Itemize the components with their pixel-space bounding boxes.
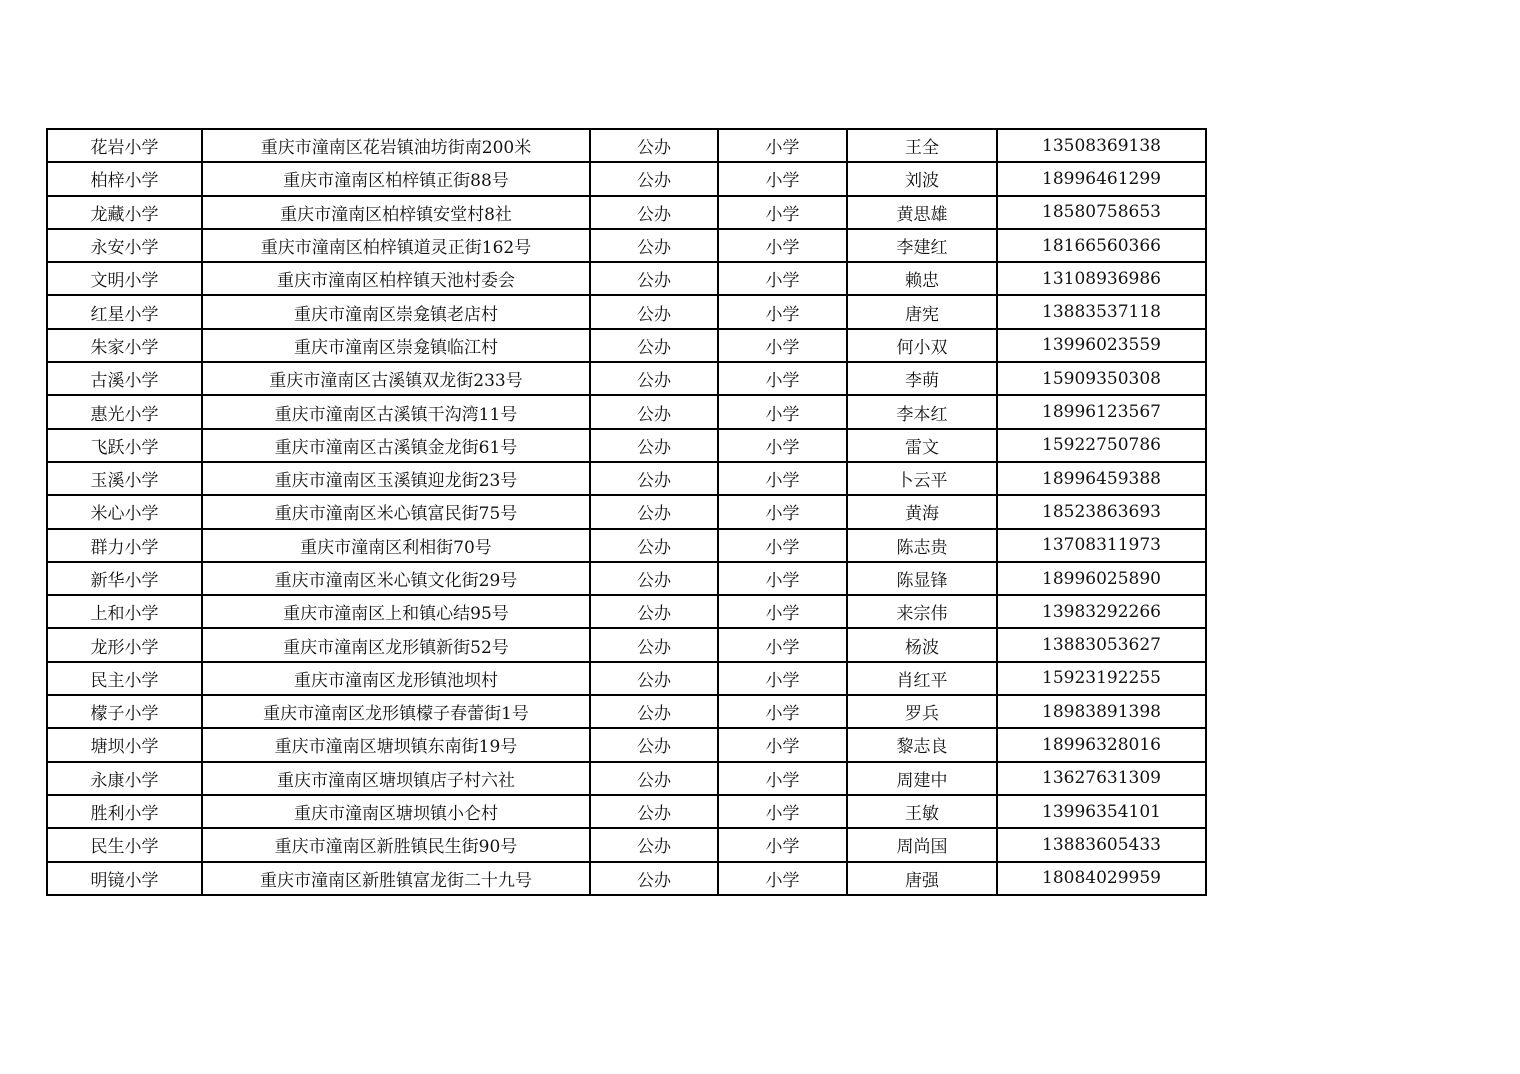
address-cell: 重庆市潼南区柏梓镇天池村委会 bbox=[202, 262, 590, 295]
school-name-cell: 飞跃小学 bbox=[47, 429, 202, 462]
ownership-cell: 公办 bbox=[590, 295, 718, 328]
phone-cell: 13708311973 bbox=[997, 529, 1206, 562]
contact-cell: 雷文 bbox=[847, 429, 997, 462]
school-name-cell: 上和小学 bbox=[47, 595, 202, 628]
school-name-cell: 胜利小学 bbox=[47, 795, 202, 828]
phone-cell: 13983292266 bbox=[997, 595, 1206, 628]
address-cell: 重庆市潼南区新胜镇富龙街二十九号 bbox=[202, 862, 590, 895]
school-name-cell: 惠光小学 bbox=[47, 395, 202, 428]
address-cell: 重庆市潼南区利相街70号 bbox=[202, 529, 590, 562]
school-name-cell: 永康小学 bbox=[47, 762, 202, 795]
address-cell: 重庆市潼南区米心镇文化街29号 bbox=[202, 562, 590, 595]
table-row bbox=[47, 395, 1206, 428]
contact-cell: 李建红 bbox=[847, 229, 997, 262]
school-name-cell: 民生小学 bbox=[47, 828, 202, 861]
phone-cell: 13883605433 bbox=[997, 828, 1206, 861]
table-row bbox=[47, 628, 1206, 661]
table-row bbox=[47, 162, 1206, 195]
contact-cell: 周尚国 bbox=[847, 828, 997, 861]
phone-cell: 18996459388 bbox=[997, 462, 1206, 495]
school-name-cell: 龙藏小学 bbox=[47, 196, 202, 229]
contact-cell: 刘波 bbox=[847, 162, 997, 195]
level-cell: 小学 bbox=[718, 162, 847, 195]
level-cell: 小学 bbox=[718, 529, 847, 562]
level-cell: 小学 bbox=[718, 129, 847, 162]
address-cell: 重庆市潼南区新胜镇民生街90号 bbox=[202, 828, 590, 861]
level-cell: 小学 bbox=[718, 762, 847, 795]
address-cell: 重庆市潼南区米心镇富民街75号 bbox=[202, 495, 590, 528]
contact-cell: 赖忠 bbox=[847, 262, 997, 295]
contact-cell: 黄思雄 bbox=[847, 196, 997, 229]
contact-cell: 罗兵 bbox=[847, 695, 997, 728]
table-row bbox=[47, 662, 1206, 695]
table-row bbox=[47, 828, 1206, 861]
phone-cell: 18166560366 bbox=[997, 229, 1206, 262]
address-cell: 重庆市潼南区塘坝镇东南街19号 bbox=[202, 728, 590, 761]
table-row bbox=[47, 562, 1206, 595]
contact-cell: 黄海 bbox=[847, 495, 997, 528]
ownership-cell: 公办 bbox=[590, 462, 718, 495]
table-row bbox=[47, 295, 1206, 328]
ownership-cell: 公办 bbox=[590, 595, 718, 628]
table-row bbox=[47, 362, 1206, 395]
school-table bbox=[46, 128, 1207, 896]
address-cell: 重庆市潼南区古溪镇金龙街61号 bbox=[202, 429, 590, 462]
table-row bbox=[47, 795, 1206, 828]
ownership-cell: 公办 bbox=[590, 529, 718, 562]
contact-cell: 王敏 bbox=[847, 795, 997, 828]
school-name-cell: 玉溪小学 bbox=[47, 462, 202, 495]
school-name-cell: 柏梓小学 bbox=[47, 162, 202, 195]
level-cell: 小学 bbox=[718, 628, 847, 661]
phone-cell: 15909350308 bbox=[997, 362, 1206, 395]
level-cell: 小学 bbox=[718, 828, 847, 861]
contact-cell: 黎志良 bbox=[847, 728, 997, 761]
school-name-cell: 龙形小学 bbox=[47, 628, 202, 661]
table-row bbox=[47, 462, 1206, 495]
school-name-cell: 永安小学 bbox=[47, 229, 202, 262]
phone-cell: 18983891398 bbox=[997, 695, 1206, 728]
contact-cell: 李本红 bbox=[847, 395, 997, 428]
contact-cell: 周建中 bbox=[847, 762, 997, 795]
level-cell: 小学 bbox=[718, 695, 847, 728]
ownership-cell: 公办 bbox=[590, 495, 718, 528]
level-cell: 小学 bbox=[718, 728, 847, 761]
contact-cell: 卜云平 bbox=[847, 462, 997, 495]
contact-cell: 来宗伟 bbox=[847, 595, 997, 628]
address-cell: 重庆市潼南区上和镇心结95号 bbox=[202, 595, 590, 628]
ownership-cell: 公办 bbox=[590, 862, 718, 895]
table-row bbox=[47, 429, 1206, 462]
table-row bbox=[47, 762, 1206, 795]
ownership-cell: 公办 bbox=[590, 762, 718, 795]
level-cell: 小学 bbox=[718, 196, 847, 229]
phone-cell: 13996023559 bbox=[997, 329, 1206, 362]
level-cell: 小学 bbox=[718, 462, 847, 495]
school-name-cell: 群力小学 bbox=[47, 529, 202, 562]
ownership-cell: 公办 bbox=[590, 662, 718, 695]
address-cell: 重庆市潼南区柏梓镇道灵正街162号 bbox=[202, 229, 590, 262]
ownership-cell: 公办 bbox=[590, 229, 718, 262]
table-row bbox=[47, 329, 1206, 362]
level-cell: 小学 bbox=[718, 262, 847, 295]
level-cell: 小学 bbox=[718, 662, 847, 695]
contact-cell: 李萌 bbox=[847, 362, 997, 395]
school-name-cell: 文明小学 bbox=[47, 262, 202, 295]
contact-cell: 陈志贵 bbox=[847, 529, 997, 562]
school-name-cell: 米心小学 bbox=[47, 495, 202, 528]
ownership-cell: 公办 bbox=[590, 395, 718, 428]
ownership-cell: 公办 bbox=[590, 695, 718, 728]
contact-cell: 陈显锋 bbox=[847, 562, 997, 595]
phone-cell: 13996354101 bbox=[997, 795, 1206, 828]
table-row bbox=[47, 595, 1206, 628]
phone-cell: 13883053627 bbox=[997, 628, 1206, 661]
table-row bbox=[47, 262, 1206, 295]
address-cell: 重庆市潼南区崇龛镇老店村 bbox=[202, 295, 590, 328]
contact-cell: 杨波 bbox=[847, 628, 997, 661]
phone-cell: 18996461299 bbox=[997, 162, 1206, 195]
school-name-cell: 民主小学 bbox=[47, 662, 202, 695]
address-cell: 重庆市潼南区龙形镇檬子春蕾街1号 bbox=[202, 695, 590, 728]
school-name-cell: 檬子小学 bbox=[47, 695, 202, 728]
table-row bbox=[47, 862, 1206, 895]
ownership-cell: 公办 bbox=[590, 795, 718, 828]
phone-cell: 18996123567 bbox=[997, 395, 1206, 428]
school-name-cell: 明镜小学 bbox=[47, 862, 202, 895]
ownership-cell: 公办 bbox=[590, 196, 718, 229]
table-row bbox=[47, 695, 1206, 728]
level-cell: 小学 bbox=[718, 429, 847, 462]
level-cell: 小学 bbox=[718, 595, 847, 628]
phone-cell: 15922750786 bbox=[997, 429, 1206, 462]
ownership-cell: 公办 bbox=[590, 129, 718, 162]
school-name-cell: 红星小学 bbox=[47, 295, 202, 328]
ownership-cell: 公办 bbox=[590, 728, 718, 761]
contact-cell: 唐宪 bbox=[847, 295, 997, 328]
address-cell: 重庆市潼南区龙形镇新街52号 bbox=[202, 628, 590, 661]
contact-cell: 肖红平 bbox=[847, 662, 997, 695]
phone-cell: 13508369138 bbox=[997, 129, 1206, 162]
phone-cell: 15923192255 bbox=[997, 662, 1206, 695]
address-cell: 重庆市潼南区柏梓镇安堂村8社 bbox=[202, 196, 590, 229]
school-name-cell: 古溪小学 bbox=[47, 362, 202, 395]
table-row bbox=[47, 229, 1206, 262]
ownership-cell: 公办 bbox=[590, 562, 718, 595]
level-cell: 小学 bbox=[718, 395, 847, 428]
phone-cell: 13108936986 bbox=[997, 262, 1206, 295]
address-cell: 重庆市潼南区古溪镇双龙街233号 bbox=[202, 362, 590, 395]
level-cell: 小学 bbox=[718, 329, 847, 362]
ownership-cell: 公办 bbox=[590, 162, 718, 195]
phone-cell: 18084029959 bbox=[997, 862, 1206, 895]
ownership-cell: 公办 bbox=[590, 429, 718, 462]
table-row bbox=[47, 728, 1206, 761]
school-name-cell: 花岩小学 bbox=[47, 129, 202, 162]
school-name-cell: 塘坝小学 bbox=[47, 728, 202, 761]
contact-cell: 唐强 bbox=[847, 862, 997, 895]
level-cell: 小学 bbox=[718, 795, 847, 828]
level-cell: 小学 bbox=[718, 562, 847, 595]
phone-cell: 18523863693 bbox=[997, 495, 1206, 528]
address-cell: 重庆市潼南区玉溪镇迎龙街23号 bbox=[202, 462, 590, 495]
address-cell: 重庆市潼南区塘坝镇店子村六社 bbox=[202, 762, 590, 795]
contact-cell: 王全 bbox=[847, 129, 997, 162]
table-row bbox=[47, 495, 1206, 528]
address-cell: 重庆市潼南区古溪镇干沟湾11号 bbox=[202, 395, 590, 428]
table-body bbox=[47, 129, 1206, 895]
phone-cell: 18580758653 bbox=[997, 196, 1206, 229]
table-row bbox=[47, 129, 1206, 162]
level-cell: 小学 bbox=[718, 362, 847, 395]
ownership-cell: 公办 bbox=[590, 262, 718, 295]
level-cell: 小学 bbox=[718, 229, 847, 262]
address-cell: 重庆市潼南区花岩镇油坊街南200米 bbox=[202, 129, 590, 162]
ownership-cell: 公办 bbox=[590, 628, 718, 661]
table-row bbox=[47, 196, 1206, 229]
level-cell: 小学 bbox=[718, 495, 847, 528]
ownership-cell: 公办 bbox=[590, 329, 718, 362]
address-cell: 重庆市潼南区龙形镇池坝村 bbox=[202, 662, 590, 695]
level-cell: 小学 bbox=[718, 295, 847, 328]
school-name-cell: 朱家小学 bbox=[47, 329, 202, 362]
phone-cell: 18996328016 bbox=[997, 728, 1206, 761]
contact-cell: 何小双 bbox=[847, 329, 997, 362]
address-cell: 重庆市潼南区塘坝镇小仑村 bbox=[202, 795, 590, 828]
address-cell: 重庆市潼南区崇龛镇临江村 bbox=[202, 329, 590, 362]
phone-cell: 13627631309 bbox=[997, 762, 1206, 795]
school-name-cell: 新华小学 bbox=[47, 562, 202, 595]
phone-cell: 13883537118 bbox=[997, 295, 1206, 328]
ownership-cell: 公办 bbox=[590, 362, 718, 395]
address-cell: 重庆市潼南区柏梓镇正街88号 bbox=[202, 162, 590, 195]
ownership-cell: 公办 bbox=[590, 828, 718, 861]
phone-cell: 18996025890 bbox=[997, 562, 1206, 595]
table-row bbox=[47, 529, 1206, 562]
level-cell: 小学 bbox=[718, 862, 847, 895]
